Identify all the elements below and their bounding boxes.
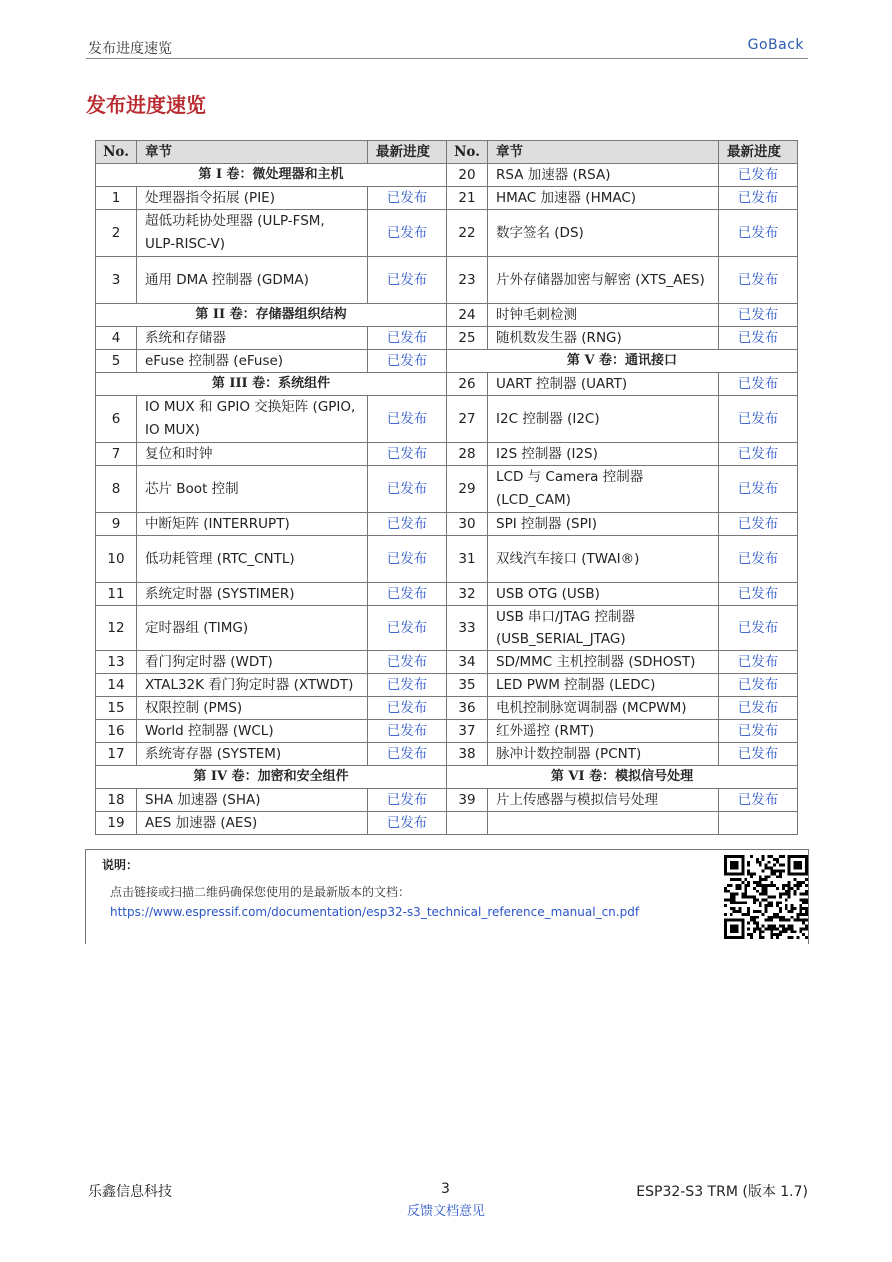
volume-heading: 第 VI 卷：模拟信号处理 bbox=[447, 766, 798, 789]
chapter-title: XTAL32K 看门狗定时器 (XTWDT) bbox=[137, 674, 368, 697]
chapter-title: USB OTG (USB) bbox=[488, 583, 719, 606]
volume-heading: 第 III 卷：系统组件 bbox=[96, 373, 447, 396]
table-row bbox=[96, 350, 798, 373]
release-status-link[interactable]: 已发布 bbox=[719, 443, 798, 466]
release-status-link[interactable]: 已发布 bbox=[719, 651, 798, 674]
col-header-section: 章节 bbox=[488, 141, 719, 164]
chapter-title: 权限控制 (PMS) bbox=[137, 697, 368, 720]
chapter-title: 超低功耗协处理器 (ULP-FSM, ULP-RISC-V) bbox=[137, 210, 368, 257]
volume-heading: 第 IV 卷：加密和安全组件 bbox=[96, 766, 447, 789]
chapter-number: 4 bbox=[96, 327, 137, 350]
chapter-title: I2S 控制器 (I2S) bbox=[488, 443, 719, 466]
table-header-row bbox=[96, 141, 798, 164]
release-status-link[interactable]: 已发布 bbox=[719, 743, 798, 766]
chapter-title: 电机控制脉宽调制器 (MCPWM) bbox=[488, 697, 719, 720]
chapter-number: 38 bbox=[447, 743, 488, 766]
table-row bbox=[96, 766, 798, 789]
chapter-number: 15 bbox=[96, 697, 137, 720]
chapter-title: 红外遥控 (RMT) bbox=[488, 720, 719, 743]
header-section-title: 发布进度速览 bbox=[88, 41, 172, 57]
table-row bbox=[96, 812, 798, 835]
page-header bbox=[86, 36, 808, 59]
note-heading: 说明： bbox=[102, 858, 139, 872]
chapter-number: 31 bbox=[447, 536, 488, 583]
chapter-number: 12 bbox=[96, 606, 137, 651]
release-status-link[interactable]: 已发布 bbox=[719, 583, 798, 606]
chapter-title: HMAC 加速器 (HMAC) bbox=[488, 187, 719, 210]
release-progress-table bbox=[95, 140, 798, 835]
table-row bbox=[96, 536, 798, 583]
release-status-link[interactable]: 已发布 bbox=[368, 466, 447, 513]
chapter-number: 26 bbox=[447, 373, 488, 396]
page-number: 3 bbox=[441, 1181, 450, 1197]
release-status-link[interactable]: 已发布 bbox=[719, 674, 798, 697]
release-status-link[interactable]: 已发布 bbox=[719, 257, 798, 304]
chapter-title: RSA 加速器 (RSA) bbox=[488, 164, 719, 187]
col-header-section: 章节 bbox=[137, 141, 368, 164]
release-status-link[interactable]: 已发布 bbox=[368, 743, 447, 766]
chapter-title: LED PWM 控制器 (LEDC) bbox=[488, 674, 719, 697]
table-row bbox=[96, 304, 798, 327]
table-row bbox=[96, 513, 798, 536]
chapter-title: 双线汽车接口 (TWAI®) bbox=[488, 536, 719, 583]
table-row bbox=[96, 443, 798, 466]
chapter-number: 36 bbox=[447, 697, 488, 720]
release-status-link[interactable]: 已发布 bbox=[368, 513, 447, 536]
release-status-link[interactable]: 已发布 bbox=[719, 396, 798, 443]
table-row bbox=[96, 187, 798, 210]
chapter-title: 系统寄存器 (SYSTEM) bbox=[137, 743, 368, 766]
chapter-title: SPI 控制器 (SPI) bbox=[488, 513, 719, 536]
release-status-link[interactable]: 已发布 bbox=[368, 327, 447, 350]
chapter-number: 3 bbox=[96, 257, 137, 304]
chapter-number: 11 bbox=[96, 583, 137, 606]
table-row bbox=[96, 210, 798, 257]
feedback-link[interactable]: 反馈文档意见 bbox=[406, 1204, 485, 1219]
chapter-title: 处理器指令拓展 (PIE) bbox=[137, 187, 368, 210]
chapter-number: 25 bbox=[447, 327, 488, 350]
chapter-number: 17 bbox=[96, 743, 137, 766]
release-status-link[interactable]: 已发布 bbox=[368, 443, 447, 466]
chapter-number: 6 bbox=[96, 396, 137, 443]
chapter-title: SD/MMC 主机控制器 (SDHOST) bbox=[488, 651, 719, 674]
release-status-link[interactable]: 已发布 bbox=[719, 187, 798, 210]
release-status-link[interactable]: 已发布 bbox=[719, 210, 798, 257]
chapter-title: 低功耗管理 (RTC_CNTL) bbox=[137, 536, 368, 583]
chapter-number: 20 bbox=[447, 164, 488, 187]
table-row bbox=[96, 720, 798, 743]
release-status-link[interactable]: 已发布 bbox=[368, 789, 447, 812]
release-status-link[interactable]: 已发布 bbox=[368, 210, 447, 257]
release-status-link[interactable]: 已发布 bbox=[368, 536, 447, 583]
chapter-title: AES 加速器 (AES) bbox=[137, 812, 368, 835]
chapter-number: 35 bbox=[447, 674, 488, 697]
chapter-title: 脉冲计数控制器 (PCNT) bbox=[488, 743, 719, 766]
volume-heading: 第 I 卷：微处理器和主机 bbox=[96, 164, 447, 187]
chapter-number bbox=[447, 812, 488, 835]
release-status-link[interactable]: 已发布 bbox=[368, 350, 447, 373]
table-row bbox=[96, 743, 798, 766]
release-status-link[interactable]: 已发布 bbox=[719, 536, 798, 583]
chapter-number: 8 bbox=[96, 466, 137, 513]
goback-link[interactable]: GoBack bbox=[747, 37, 804, 53]
chapter-title: 芯片 Boot 控制 bbox=[137, 466, 368, 513]
chapter-title bbox=[488, 812, 719, 835]
chapter-title: 定时器组 (TIMG) bbox=[137, 606, 368, 651]
table-row bbox=[96, 257, 798, 304]
chapter-title: World 控制器 (WCL) bbox=[137, 720, 368, 743]
qr-code-icon[interactable] bbox=[724, 854, 808, 940]
chapter-title: LCD 与 Camera 控制器 (LCD_CAM) bbox=[488, 466, 719, 513]
note-text: 点击链接或扫描二维码确保您使用的是最新版本的文档： bbox=[110, 885, 411, 899]
chapter-number: 32 bbox=[447, 583, 488, 606]
release-status-link[interactable]: 已发布 bbox=[719, 373, 798, 396]
chapter-number: 2 bbox=[96, 210, 137, 257]
release-status-link[interactable]: 已发布 bbox=[368, 187, 447, 210]
chapter-title: 数字签名 (DS) bbox=[488, 210, 719, 257]
release-status-link[interactable]: 已发布 bbox=[719, 513, 798, 536]
table-row bbox=[96, 466, 798, 513]
release-status-link bbox=[719, 812, 798, 835]
chapter-number: 29 bbox=[447, 466, 488, 513]
table-row bbox=[96, 396, 798, 443]
chapter-number: 13 bbox=[96, 651, 137, 674]
chapter-title: 中断矩阵 (INTERRUPT) bbox=[137, 513, 368, 536]
page-title: 发布进度速览 bbox=[86, 93, 206, 117]
release-status-link[interactable]: 已发布 bbox=[368, 396, 447, 443]
chapter-title: 系统和存储器 bbox=[137, 327, 368, 350]
chapter-number: 23 bbox=[447, 257, 488, 304]
release-status-link[interactable]: 已发布 bbox=[719, 466, 798, 513]
chapter-title: 随机数发生器 (RNG) bbox=[488, 327, 719, 350]
chapter-number: 24 bbox=[447, 304, 488, 327]
table-row bbox=[96, 697, 798, 720]
release-status-link[interactable]: 已发布 bbox=[719, 720, 798, 743]
footer-doc-version: ESP32-S3 TRM (版本 1.7) bbox=[636, 1184, 808, 1200]
release-status-link[interactable]: 已发布 bbox=[368, 812, 447, 835]
release-status-link[interactable]: 已发布 bbox=[719, 697, 798, 720]
table-row bbox=[96, 606, 798, 651]
chapter-title: USB 串口/JTAG 控制器 (USB_SERIAL_JTAG) bbox=[488, 606, 719, 651]
table-row bbox=[96, 373, 798, 396]
chapter-title: IO MUX 和 GPIO 交换矩阵 (GPIO, IO MUX) bbox=[137, 396, 368, 443]
chapter-title: UART 控制器 (UART) bbox=[488, 373, 719, 396]
table-row bbox=[96, 789, 798, 812]
col-header-progress: 最新进度 bbox=[368, 141, 447, 164]
chapter-title: 系统定时器 (SYSTIMER) bbox=[137, 583, 368, 606]
document-url-link[interactable]: https://www.espressif.com/documentation/esp32-s3_technical_reference_manual_cn.pdf bbox=[110, 905, 640, 919]
release-status-link[interactable]: 已发布 bbox=[719, 606, 798, 651]
chapter-title: eFuse 控制器 (eFuse) bbox=[137, 350, 368, 373]
chapter-number: 21 bbox=[447, 187, 488, 210]
col-header-no: No. bbox=[96, 141, 137, 164]
chapter-number: 9 bbox=[96, 513, 137, 536]
release-status-link[interactable]: 已发布 bbox=[719, 327, 798, 350]
chapter-number: 10 bbox=[96, 536, 137, 583]
release-status-link[interactable]: 已发布 bbox=[368, 583, 447, 606]
chapter-number: 7 bbox=[96, 443, 137, 466]
chapter-number: 28 bbox=[447, 443, 488, 466]
table-row bbox=[96, 583, 798, 606]
volume-heading: 第 V 卷：通讯接口 bbox=[447, 350, 798, 373]
chapter-title: I2C 控制器 (I2C) bbox=[488, 396, 719, 443]
table-row bbox=[96, 164, 798, 187]
table-row bbox=[96, 674, 798, 697]
footer-company: 乐鑫信息科技 bbox=[88, 1184, 172, 1200]
chapter-number: 39 bbox=[447, 789, 488, 812]
release-status-link[interactable]: 已发布 bbox=[368, 674, 447, 697]
chapter-number: 30 bbox=[447, 513, 488, 536]
table-row bbox=[96, 327, 798, 350]
chapter-number: 37 bbox=[447, 720, 488, 743]
chapter-title: 复位和时钟 bbox=[137, 443, 368, 466]
chapter-title: 片外存储器加密与解密 (XTS_AES) bbox=[488, 257, 719, 304]
chapter-title: 看门狗定时器 (WDT) bbox=[137, 651, 368, 674]
table-row bbox=[96, 651, 798, 674]
chapter-title: SHA 加速器 (SHA) bbox=[137, 789, 368, 812]
chapter-number: 1 bbox=[96, 187, 137, 210]
release-status-link[interactable]: 已发布 bbox=[719, 164, 798, 187]
chapter-title: 通用 DMA 控制器 (GDMA) bbox=[137, 257, 368, 304]
release-status-link[interactable]: 已发布 bbox=[368, 606, 447, 651]
release-status-link[interactable]: 已发布 bbox=[368, 697, 447, 720]
chapter-number: 5 bbox=[96, 350, 137, 373]
col-header-progress: 最新进度 bbox=[719, 141, 798, 164]
release-status-link[interactable]: 已发布 bbox=[368, 720, 447, 743]
chapter-title: 片上传感器与模拟信号处理 bbox=[488, 789, 719, 812]
chapter-title: 时钟毛刺检测 bbox=[488, 304, 719, 327]
chapter-number: 14 bbox=[96, 674, 137, 697]
chapter-number: 33 bbox=[447, 606, 488, 651]
volume-heading: 第 II 卷：存储器组织结构 bbox=[96, 304, 447, 327]
release-status-link[interactable]: 已发布 bbox=[719, 304, 798, 327]
chapter-number: 22 bbox=[447, 210, 488, 257]
chapter-number: 16 bbox=[96, 720, 137, 743]
chapter-number: 19 bbox=[96, 812, 137, 835]
release-status-link[interactable]: 已发布 bbox=[719, 789, 798, 812]
release-status-link[interactable]: 已发布 bbox=[368, 651, 447, 674]
chapter-number: 34 bbox=[447, 651, 488, 674]
col-header-no: No. bbox=[447, 141, 488, 164]
chapter-number: 18 bbox=[96, 789, 137, 812]
chapter-number: 27 bbox=[447, 396, 488, 443]
note-box bbox=[85, 849, 809, 944]
release-status-link[interactable]: 已发布 bbox=[368, 257, 447, 304]
